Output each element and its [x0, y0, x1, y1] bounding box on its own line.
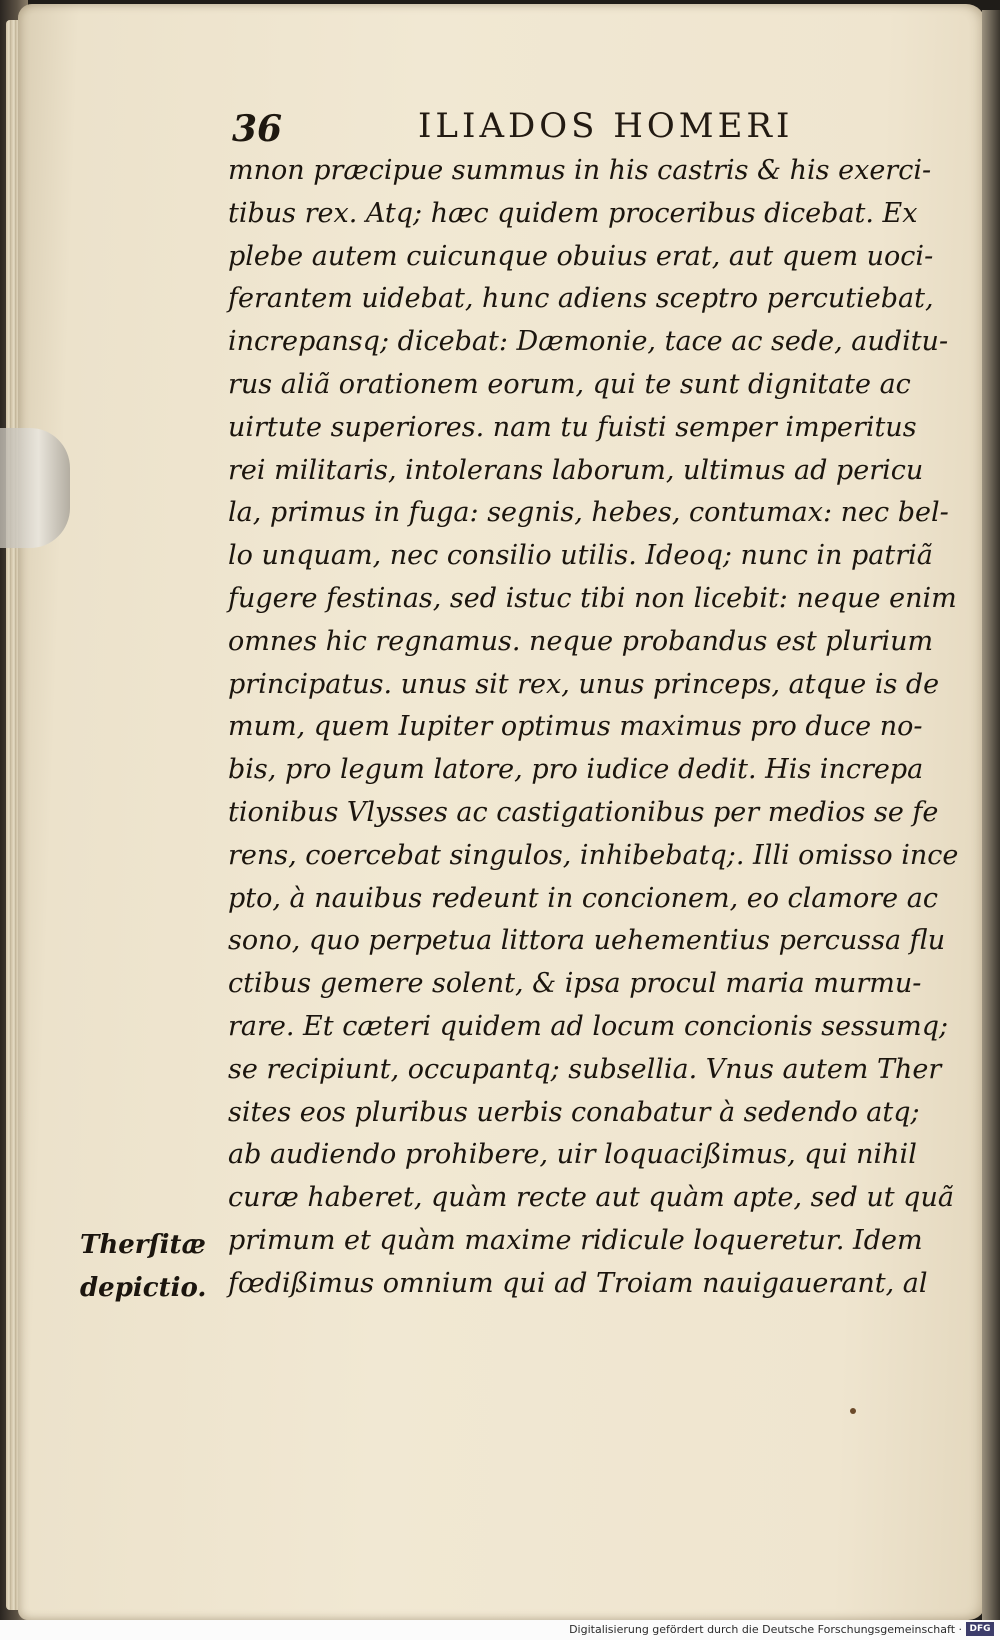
text-line: increpansq; dicebat: Dæmonie, tace ac sede, auditu- [228, 326, 949, 358]
body-text [228, 150, 959, 1306]
text-line: se recipiunt, occupantq; subsellia. Vnus autem Ther [228, 1053, 942, 1085]
text-line: sites eos pluribus uerbis conabatur à sedendo atq; [228, 1096, 920, 1128]
text-line: fœdißimus omnium qui ad Troiam nauigauerant, al [228, 1267, 928, 1299]
running-head: ILIADOS HOMERI [418, 106, 794, 146]
text-line: uirtute superiores. nam tu fuisti semper imperitus [228, 411, 917, 443]
text-line: lo unquam, nec consilio utilis. Ideoq; nunc in patriã [228, 540, 933, 572]
margin-note-line: Therſitæ [80, 1230, 206, 1260]
text-line: curæ haberet, quàm recte aut quàm apte, sed ut quã [228, 1182, 954, 1214]
text-line: sono, quo perpetua littora uehementius percussa flu [228, 925, 946, 957]
page-number: 36 [232, 108, 283, 150]
text-line: mum, quem Iupiter optimus maximus pro duce no- [228, 711, 923, 743]
text-line: principatus. unus sit rex, unus princeps, atque is de [228, 668, 940, 700]
text-line: fugere festinas, sed istuc tibi non licebit: neque enim [228, 582, 957, 614]
text-line: plebe autem cuicunque obuius erat, aut quem uoci- [228, 240, 934, 272]
page-edges-right [982, 10, 1000, 1620]
text-line: tionibus Vlysses ac castigationibus per medios se fe [228, 796, 939, 828]
funding-credit: Digitalisierung gefördert durch die Deutsche Forschungsgemeinschaft · [569, 1623, 962, 1636]
margin-note-line: depictio. [80, 1273, 207, 1303]
text-line: rare. Et cæteri quidem ad locum concionis sessumq; [228, 1010, 949, 1042]
text-line: rus aliã orationem eorum, qui te sunt dignitate ac [228, 368, 911, 400]
text-line: pto, à nauibus redeunt in concionem, eo clamore ac [228, 882, 938, 914]
text-line: rei militaris, intolerans laborum, ultimus ad pericu [228, 454, 924, 486]
bookmark-clip [0, 428, 70, 548]
text-line: rens, coercebat singulos, inhibebatq;. Illi omisso ince [228, 839, 959, 871]
text-line: tibus rex. Atq; hæc quidem proceribus dicebat. Ex [228, 197, 918, 229]
text-line: primum et quàm maxime ridicule loqueretur. Idem [228, 1224, 923, 1256]
text-line: omnes hic regnamus. neque probandus est plurium [228, 625, 934, 657]
text-line: bis, pro legum latore, pro iudice dedit. His increpa [228, 754, 924, 786]
margin-note [80, 1224, 210, 1310]
text-line: mnon præcipue summus in his castris & his exerci- [228, 155, 932, 186]
text-line: ferantem uidebat, hunc adiens sceptro percutiebat, [228, 283, 934, 315]
ink-speck [850, 1408, 856, 1414]
text-line: ab audiendo prohibere, uir loquacißimus, qui nihil [228, 1139, 917, 1171]
text-line: ctibus gemere solent, & ipsa procul maria murmu- [228, 968, 922, 1000]
dfg-logo-icon: DFG [966, 1622, 994, 1636]
text-line: la, primus in fuga: segnis, hebes, contumax: nec bel- [228, 497, 949, 529]
